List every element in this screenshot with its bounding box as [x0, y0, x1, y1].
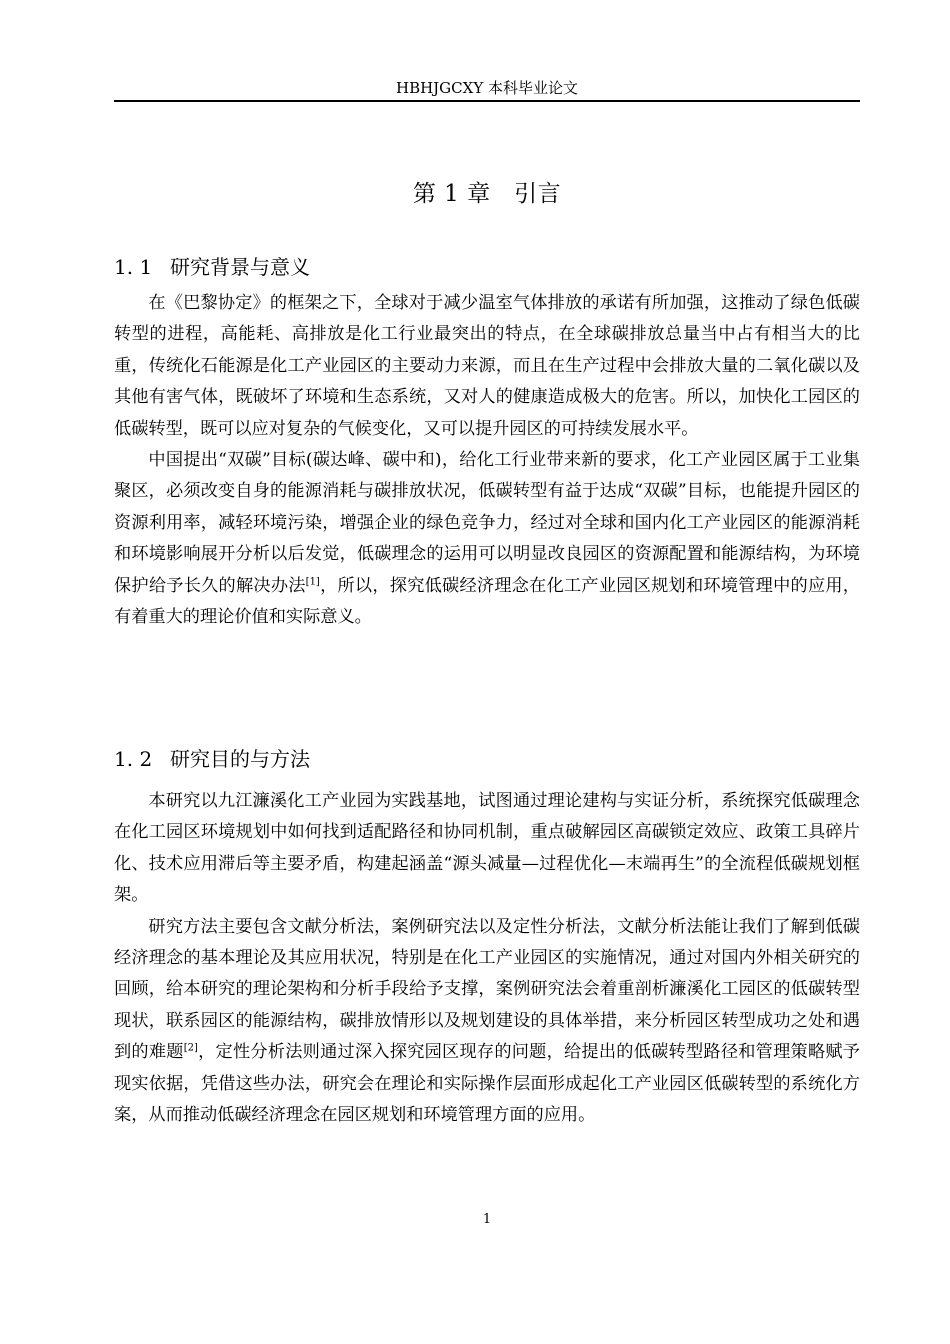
header-divider [114, 100, 860, 102]
section-heading-1-1 [114, 251, 860, 283]
paragraph-text: 中国提出“双碳”目标(碳达峰、碳中和)，给化工行业带来新的要求，化工产业园区属于工业集聚区，必须改变自身的能源消耗与碳排放状况，低碳转型有益于达成“双碳”目标，也能提升园区的资源利用率，减轻环境污染，增强企业的绿色竞争力，经过对全球和国内化工产业园区的能源消耗和环境影响展开分析以后发觉，低碳理念的运用可以明显改良园区的资源配置和能源结构，为环境保护给予长久的解决办法 [114, 450, 860, 596]
chapter-title: 第 1 章 引言 [412, 181, 562, 207]
paragraph-text: ，定性分析法则通过深入探究园区现存的问题，给提出的低碳转型路径和管理策略赋予现实依据，凭借这些办法，研究会在理论和实际操作层面形成起化工产业园区低碳转型的系统化方案，从而推动低碳经济理念在园区规划和环境管理方面的应用。 [114, 1042, 860, 1126]
running-header: HBHJGCXY 本科毕业论文 [395, 79, 578, 97]
section-body-1-2 [114, 786, 860, 1131]
paragraph: 在《巴黎协定》的框架之下，全球对于减少温室气体排放的承诺有所加强，这推动了绿色低碳转型的进程，高能耗、高排放是化工行业最突出的特点，在全球碳排放总量当中占有相当大的比重，传统化石能源是化工产业园区的主要动力来源，而且在生产过程中会排放大量的二氧化碳以及其他有害气体，既破坏了环境和生态系统，又对人的健康造成极大的危害。所以，加快化工园区的低碳转型，既可以应对复杂的气候变化，又可以提升园区的可持续发展水平。 [114, 293, 860, 439]
section-number: 1. 1 [114, 255, 153, 279]
paragraph: 本研究以九江濂溪化工产业园为实践基地，试图通过理论建构与实证分析，系统探究低碳理念在化工园区环境规划中如何找到适配路径和协同机制，重点破解园区高碳锁定效应、政策工具碎片化、技术应用滞后等主要矛盾，构建起涵盖“源头减量—过程优化—末端再生”的全流程低碳规划框架。 [114, 791, 860, 906]
page-number: 1 [482, 1212, 492, 1227]
section-number: 1. 2 [114, 747, 153, 771]
citation-marker: [1] [305, 575, 320, 587]
paragraph [114, 912, 860, 1132]
paragraph-text: 研究方法主要包含文献分析法，案例研究法以及定性分析法，文献分析法能让我们了解到低碳经济理念的基本理论及其应用状况，特别是在化工产业园区的实施情况，通过对国内外相关研究的回顾，给本研究的理论架构和分析手段给予支撑，案例研究法会着重剖析濂溪化工园区的低碳转型现状，联系园区的能源结构，碳排放情形以及规划建设的具体举措，来分析园区转型成功之处和遇到的难题 [114, 916, 860, 1063]
paragraph [114, 445, 860, 633]
section-heading-1-2 [114, 743, 860, 775]
paragraph-text: ，所以，探究低碳经济理念在化工产业园区规划和环境管理中的应用，有着重大的理论价值和实际意义。 [114, 575, 860, 628]
section-title: 研究背景与意义 [170, 255, 310, 279]
section-title: 研究目的与方法 [170, 747, 310, 771]
citation-marker: [2] [183, 1042, 198, 1054]
section-body-1-1 [114, 288, 860, 633]
